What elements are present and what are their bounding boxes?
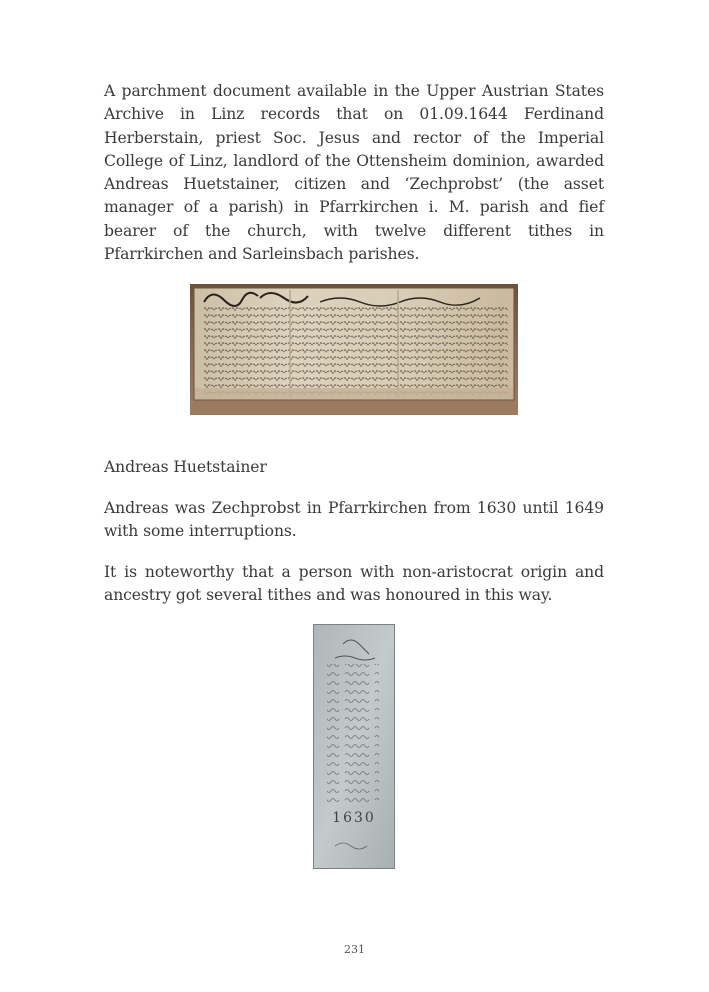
inscribed-stone-photo — [313, 624, 395, 869]
stone-year-carving: 1630 — [332, 810, 376, 826]
page-number: 231 — [344, 943, 365, 956]
paragraph-parchment-document: A parchment document available in the Upper Austrian States Archive in Linz records that on 01.09.1644 Ferdinand Herberstain, priest Soc. Jesus and rector of the Imperial College of Linz, landlord of the Ottensheim dominion, awarded Andreas Huetstainer, citizen and ‘Zechprobst’ (the asset manager of a parish) in Pfarrkirchen i. M. parish and fief bearer of the church, with twelve different tithes in Pfarrkirchen and Sarleinsbach parishes. — [104, 82, 604, 264]
parchment-document-photo — [190, 284, 518, 415]
paragraph-zechprobst: Andreas was Zechprobst in Pfarrkirchen from 1630 until 1649 with some interruptions. — [104, 499, 604, 541]
paragraph-noteworthy: It is noteworthy that a person with non-aristocrat origin and ancestry got several tithes and was honoured in this way. — [104, 563, 604, 605]
section-heading: Andreas Huetstainer — [104, 458, 267, 476]
